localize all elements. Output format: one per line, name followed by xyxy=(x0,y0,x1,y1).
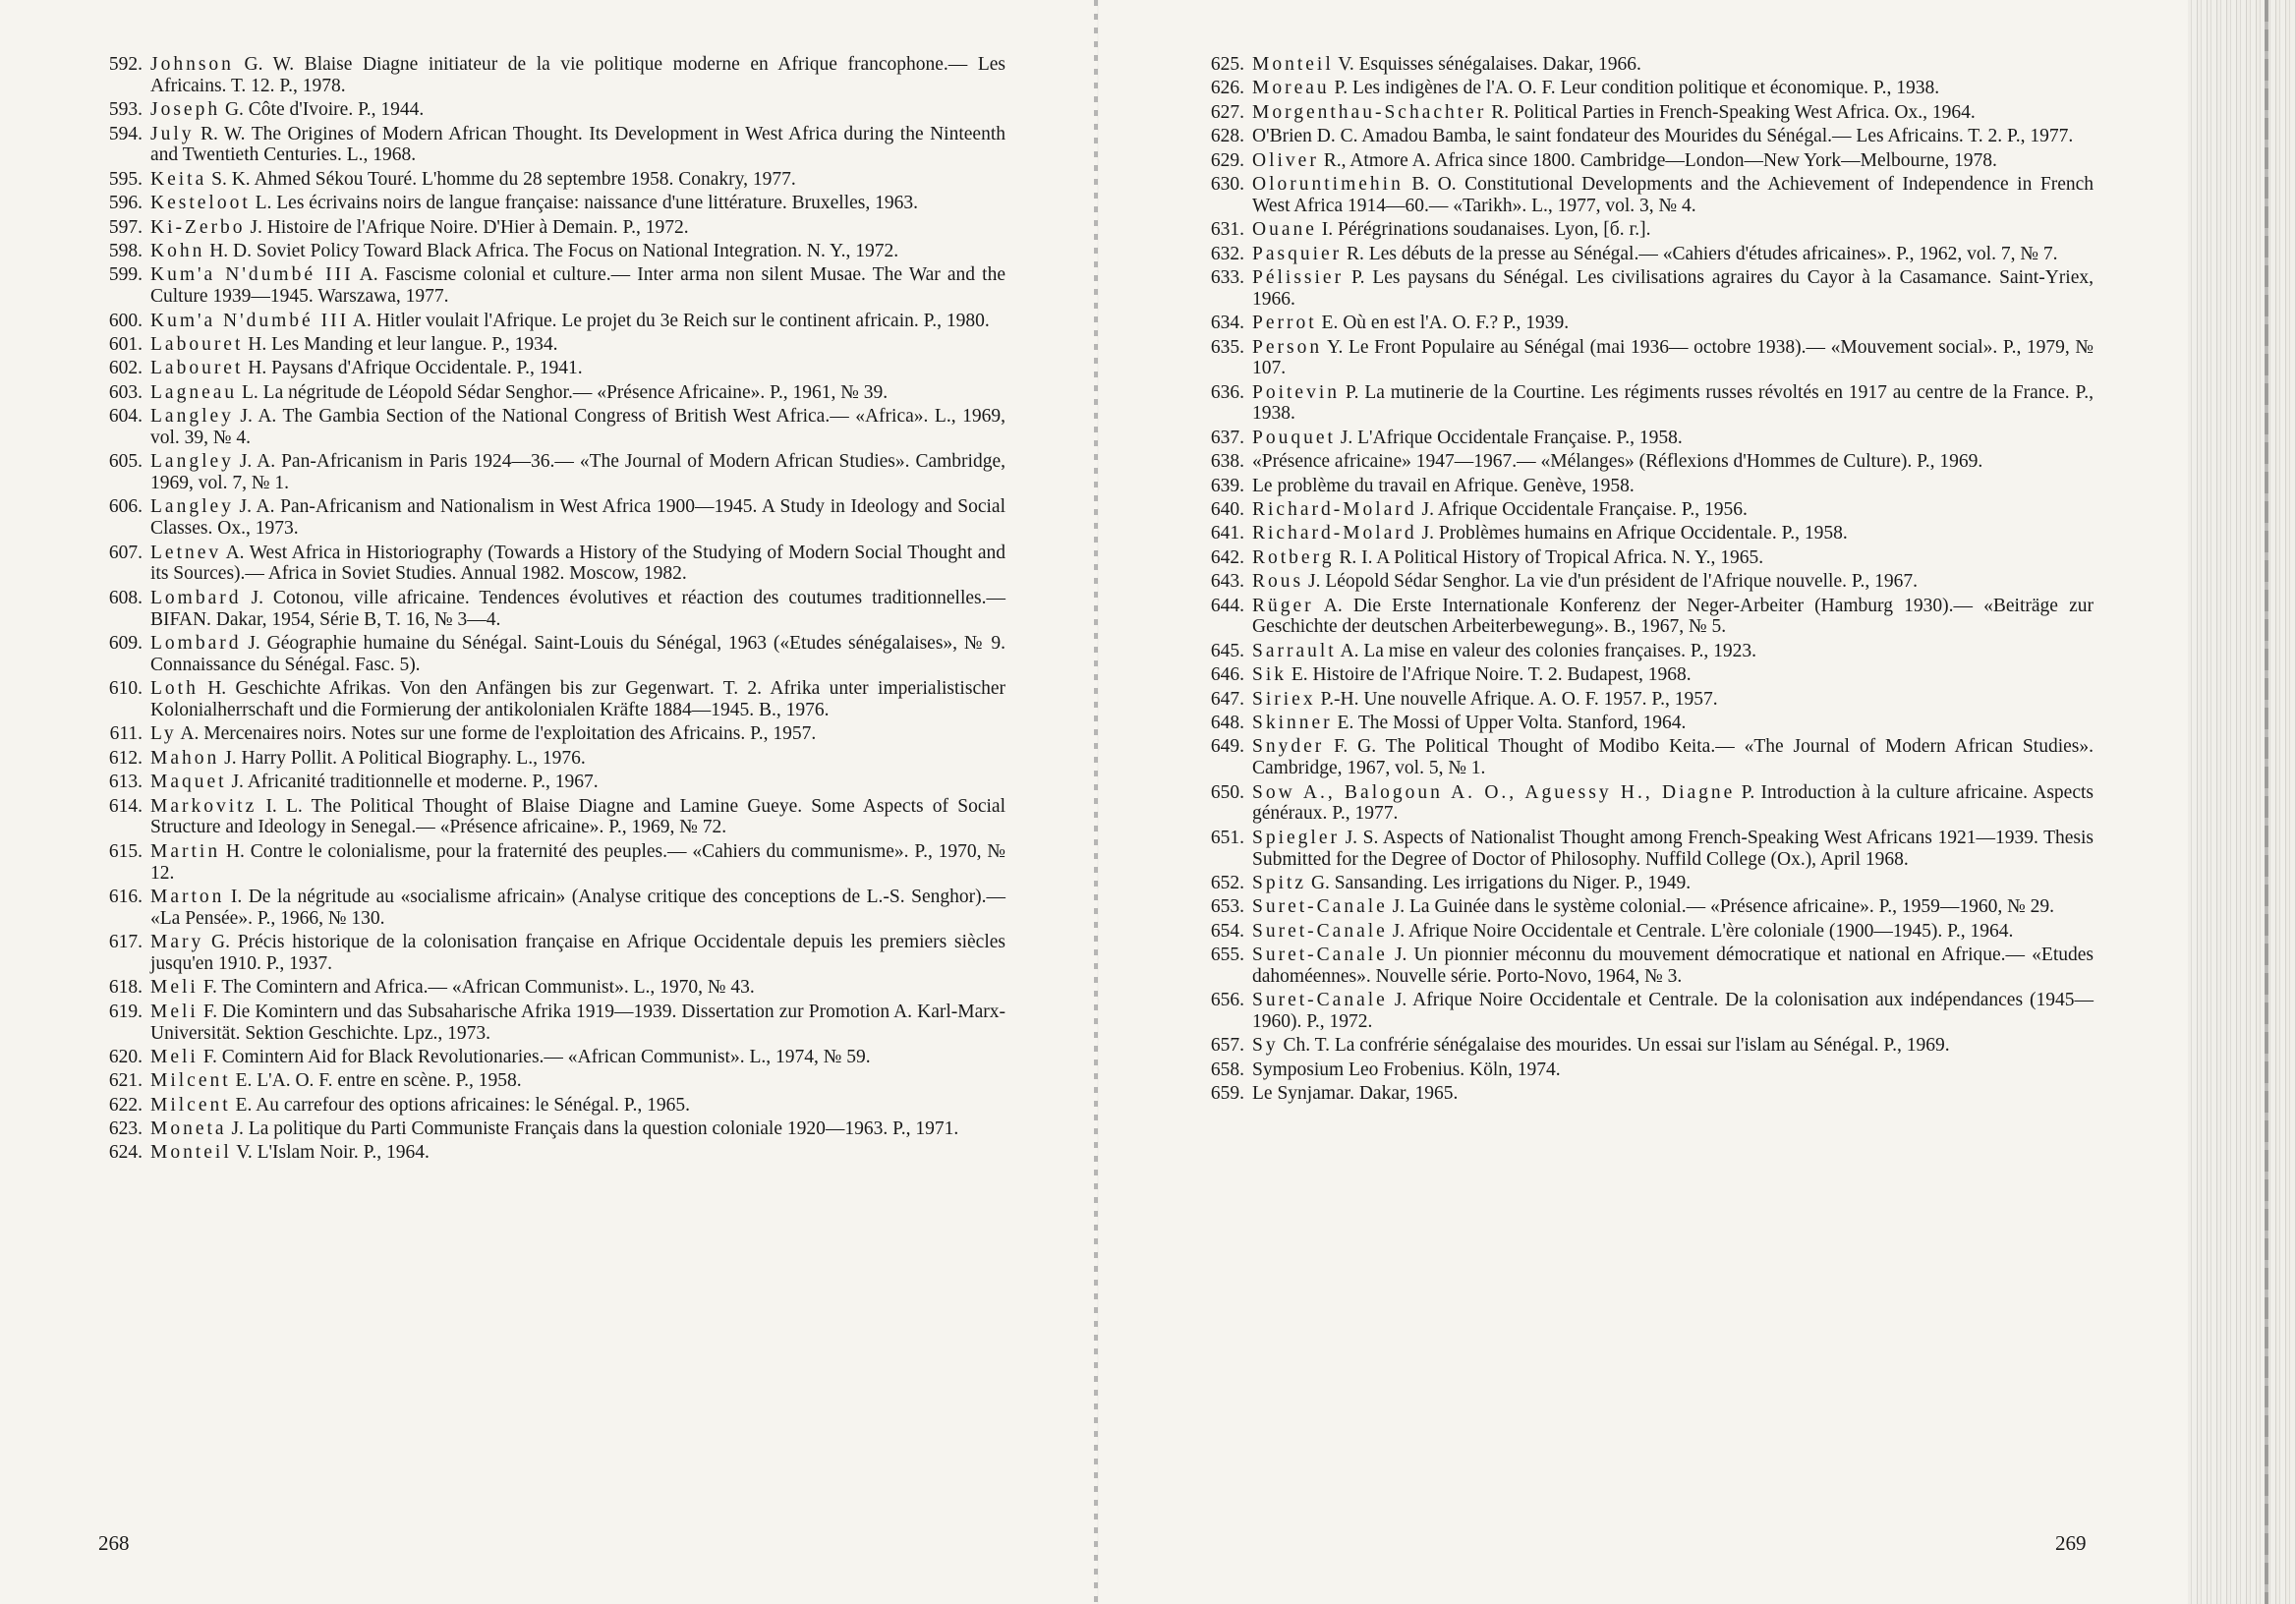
entry-number: 651. xyxy=(1210,827,1244,848)
bibliography-entry xyxy=(1203,267,2094,311)
entry-text: R. I. A Political History of Tropical Africa. N. Y., 1965. xyxy=(1334,546,1764,568)
entry-text: A. Die Erste Internationale Konferenz der Neger-Arbeiter (Hamburg 1930).— «Beiträge zur Geschichte der deutschen Arbeiterbewegung». B., 1967, № 5. xyxy=(1252,595,2094,638)
entry-author: Pasquier xyxy=(1252,243,1343,264)
entry-text: J. L'Afrique Occidentale Française. P., 1958. xyxy=(1335,427,1683,448)
entry-number: 641. xyxy=(1210,523,1244,544)
bibliography-entry xyxy=(1203,313,2094,334)
entry-author: Meli xyxy=(150,977,199,999)
bibliography-entry xyxy=(101,169,1005,191)
entry-text: R., Atmore A. Africa since 1800. Cambridge—London—New York—Melbourne, 1978. xyxy=(1318,149,1997,171)
bibliography-entry xyxy=(1203,641,2094,662)
entry-number: 593. xyxy=(108,99,143,121)
entry-author: Langley xyxy=(150,496,234,518)
entry-text: J. Géographie humaine du Sénégal. Saint-Louis du Sénégal, 1963 («Etudes sénégalaises», № 9. Connaissance du Sénégal. Fasc. 5). xyxy=(150,633,1005,675)
bibliography-entry xyxy=(1203,174,2094,217)
entry-author: Sarrault xyxy=(1252,640,1337,661)
entry-text: Le Synjamar. Dakar, 1965. xyxy=(1252,1083,1459,1105)
bibliography-entry xyxy=(101,54,1005,97)
bibliography-entry xyxy=(101,241,1005,262)
entry-text: A. Mercenaires noirs. Notes sur une forme de l'exploitation des Africains. P., 1957. xyxy=(176,723,817,745)
entry-text: P. Les indigènes de l'A. O. F. Leur condition politique et économique. P., 1938. xyxy=(1329,78,1940,99)
entry-number: 631. xyxy=(1210,219,1244,241)
entry-text: A. Fascisme colonial et culture.— Inter arma non silent Musae. The War and the Culture 1939—1945. Warszawa, 1977. xyxy=(150,264,1006,308)
entry-text: Symposium Leo Frobenius. Köln, 1974. xyxy=(1252,1059,1561,1080)
bibliography-entry xyxy=(1203,428,2094,449)
entry-author: Poitevin xyxy=(1252,381,1341,403)
bibliography-entry xyxy=(1203,1035,2094,1057)
bibliography-entry xyxy=(1203,990,2094,1033)
entry-author: Milcent xyxy=(150,1070,231,1092)
book-gutter xyxy=(1094,0,1098,1604)
entry-author: Oliver xyxy=(1252,149,1319,171)
entry-text: A. West Africa in Historiography (Towards a History of the Studying of Modern Social Thought and its Sources).— Africa in Soviet Studies. Annual 1982. Moscow, 1982. xyxy=(150,542,1005,585)
entry-author: Markovitz xyxy=(150,795,258,817)
entry-number: 610. xyxy=(108,678,143,700)
bibliography-entry xyxy=(1203,451,2094,473)
entry-number: 607. xyxy=(108,542,143,563)
entry-author: Rous xyxy=(1252,571,1304,593)
entry-author: Rotberg xyxy=(1252,546,1335,568)
entry-text: H. Paysans d'Afrique Occidentale. P., 1941. xyxy=(243,358,583,379)
bibliography-entry xyxy=(101,748,1005,770)
entry-text: P. Les paysans du Sénégal. Les civilisations agraires du Cayor à la Casamance. Saint-Yriex, 1966. xyxy=(1252,266,2094,310)
bibliography-entry xyxy=(1203,1083,2094,1105)
entry-number: 596. xyxy=(108,193,143,214)
entry-number: 643. xyxy=(1210,571,1244,593)
entry-author: Richard-Molard xyxy=(1252,523,1417,544)
entry-number: 656. xyxy=(1210,990,1244,1011)
entry-number: 648. xyxy=(1210,712,1244,733)
entry-author: July xyxy=(150,123,195,144)
bibliography-entry xyxy=(1203,523,2094,544)
entry-text: G. Sansanding. Les irrigations du Niger. P., 1949. xyxy=(1306,872,1692,893)
entry-number: 645. xyxy=(1210,640,1244,661)
entry-text: J. Cotonou, ville africaine. Tendences évolutives et réaction des coutumes traditionnelles.—BIFAN. Dakar, 1954, Série B, T. 16, № 3—4. xyxy=(150,587,1005,630)
entry-number: 644. xyxy=(1210,595,1244,616)
entry-text: V. L'Islam Noir. P., 1964. xyxy=(231,1142,430,1164)
entry-author: Kum'a N'dumbé III xyxy=(150,310,350,331)
entry-text: Ch. T. La confrérie sénégalaise des mourides. Un essai sur l'islam au Sénégal. P., 1969. xyxy=(1278,1035,1950,1057)
bibliography-entry xyxy=(101,588,1005,631)
bibliography-entry xyxy=(101,887,1005,930)
entry-text: J. Problèmes humains en Afrique Occidentale. P., 1958. xyxy=(1416,523,1848,544)
entry-number: 611. xyxy=(109,723,143,745)
page-number-right: 269 xyxy=(2055,1531,2087,1555)
entry-text: J. Harry Pollit. A Political Biography. L., 1976. xyxy=(219,747,586,769)
entry-author: Suret-Canale xyxy=(1252,990,1388,1011)
bibliography-entry xyxy=(1203,713,2094,734)
bibliography-entry xyxy=(101,977,1005,999)
entry-author: Langley xyxy=(150,451,234,473)
entry-author: Moneta xyxy=(150,1118,227,1140)
bibliography-entry xyxy=(101,1070,1005,1092)
entry-text: H. D. Soviet Policy Toward Black Africa. The Focus on National Integration. N. Y., 1972. xyxy=(204,240,899,261)
bibliography-entry xyxy=(101,796,1005,839)
entry-number: 602. xyxy=(108,358,143,379)
entry-author: Monteil xyxy=(1252,54,1334,75)
bibliography-entry xyxy=(101,406,1005,449)
entry-author: Perrot xyxy=(1252,313,1317,334)
bibliography-entry xyxy=(101,633,1005,676)
bibliography-entry xyxy=(101,932,1005,975)
entry-number: 655. xyxy=(1210,945,1244,966)
entry-author: Sik xyxy=(1252,664,1288,686)
entry-number: 658. xyxy=(1210,1059,1244,1080)
entry-number: 642. xyxy=(1210,546,1244,568)
entry-number: 635. xyxy=(1210,336,1244,358)
bibliography-entry xyxy=(101,217,1005,239)
entry-number: 615. xyxy=(108,840,143,862)
entry-number: 613. xyxy=(108,772,143,793)
bibliography-entry xyxy=(101,124,1005,167)
entry-text: J. Afrique Noire Occidentale et Centrale. De la colonisation aux indépendances (1945—1960). P., 1972. xyxy=(1252,990,2094,1033)
entry-text: «Présence africaine» 1947—1967.— «Mélanges» (Réflexions d'Hommes de Culture). P., 1969. xyxy=(1252,451,1983,473)
entry-number: 594. xyxy=(108,123,143,144)
entry-text: E. Où en est l'A. O. F.? P., 1939. xyxy=(1316,313,1570,334)
bibliography-entry xyxy=(1203,945,2094,988)
entry-text: J. Afrique Occidentale Française. P., 1956. xyxy=(1416,499,1748,521)
page-number-left: 268 xyxy=(98,1531,130,1555)
entry-author: Keita xyxy=(150,168,207,190)
entry-number: 604. xyxy=(108,406,143,428)
entry-text: J. Afrique Noire Occidentale et Centrale. L'ère coloniale (1900—1945). P., 1964. xyxy=(1387,920,2014,942)
entry-text: R. Political Parties in French-Speaking West Africa. Ox., 1964. xyxy=(1486,101,1976,123)
entry-text: F. The Comintern and Africa.— «African Communist». L., 1970, № 43. xyxy=(198,977,755,999)
bibliography-entry xyxy=(1203,921,2094,943)
bibliography-entry xyxy=(1203,219,2094,241)
bibliography-entry xyxy=(101,841,1005,885)
entry-text: J. La politique du Parti Communiste Français dans la question coloniale 1920—1963. P., 1971. xyxy=(226,1118,959,1140)
entry-number: 608. xyxy=(108,587,143,608)
entry-number: 650. xyxy=(1210,781,1244,803)
bibliography-entry xyxy=(1203,782,2094,826)
bibliography-entry xyxy=(101,1002,1005,1045)
entry-number: 636. xyxy=(1210,381,1244,403)
entry-author: Lombard xyxy=(150,633,242,655)
entry-text: R. Les débuts de la presse au Sénégal.— «Cahiers d'études africaines». P., 1962, vol. 7, № 7. xyxy=(1342,243,2058,264)
entry-number: 639. xyxy=(1210,475,1244,496)
entry-text: F. Die Komintern und das Subsaharische Afrika 1919—1939. Dissertation zur Promotion A. Karl-Marx-Universität. Sektion Geschichte. Lpz., 1973. xyxy=(150,1001,1005,1044)
entry-author: Kohn xyxy=(150,240,205,261)
entry-author: Mary xyxy=(150,932,204,953)
entry-number: 633. xyxy=(1210,266,1244,288)
entry-author: Sy xyxy=(1252,1035,1279,1057)
entry-author: Richard-Molard xyxy=(1252,499,1417,521)
bibliography-entry xyxy=(101,334,1005,356)
entry-text: I. Pérégrinations soudanaises. Lyon, [б. г.]. xyxy=(1316,219,1651,241)
entry-number: 632. xyxy=(1210,243,1244,264)
entry-number: 620. xyxy=(108,1046,143,1067)
entry-author: Oloruntimehin xyxy=(1252,173,1404,195)
entry-number: 624. xyxy=(108,1142,143,1164)
entry-text: A. Hitler voulait l'Afrique. Le projet du 3e Reich sur le continent africain. P., 1980. xyxy=(349,310,990,331)
entry-author: Sow A., Balogoun A. O., Aguessy H., Diagne xyxy=(1252,781,1736,803)
bibliography-entry xyxy=(1203,150,2094,172)
entry-number: 598. xyxy=(108,240,143,261)
bibliography-entry xyxy=(1203,689,2094,711)
entry-author: Marton xyxy=(150,886,225,907)
entry-author: Suret-Canale xyxy=(1252,896,1388,918)
entry-text: P.-H. Une nouvelle Afrique. A. O. F. 1957. P., 1957. xyxy=(1315,688,1718,710)
bibliography-entry xyxy=(1203,54,2094,76)
entry-author: Loth xyxy=(150,678,199,700)
entry-author: Martin xyxy=(150,840,221,862)
bibliography-entry xyxy=(101,723,1005,745)
entry-text: H. Contre le colonialisme, pour la fraternité des peuples.— «Cahiers du communisme». P., 1970, № 12. xyxy=(150,840,1005,884)
entry-text: P. La mutinerie de la Courtine. Les régiments russes révoltés en 1917 au centre de la France. P., 1938. xyxy=(1252,381,2094,425)
entry-number: 640. xyxy=(1210,499,1244,521)
entry-number: 614. xyxy=(108,795,143,817)
entry-text: R. W. The Origines of Modern African Thought. Its Development in West Africa during the Ninteenth and Twentieth Centuries. L., 1968. xyxy=(150,123,1005,166)
bibliography-entry xyxy=(101,543,1005,586)
entry-text: J. Histoire de l'Afrique Noire. D'Hier à Demain. P., 1972. xyxy=(245,216,689,238)
entry-number: 638. xyxy=(1210,451,1244,473)
entry-author: Ly xyxy=(150,723,177,745)
entry-text: J. Africanité traditionnelle et moderne. P., 1967. xyxy=(226,772,599,793)
entry-number: 616. xyxy=(108,886,143,907)
bibliography-entry xyxy=(101,358,1005,379)
bibliography-entry xyxy=(1203,596,2094,639)
entry-text: H. Les Manding et leur langue. P., 1934. xyxy=(243,333,558,355)
entry-number: 652. xyxy=(1210,872,1244,893)
bibliography-entry xyxy=(101,772,1005,793)
bibliography-entry xyxy=(1203,873,2094,894)
entry-text: J. Un pionnier méconnu du mouvement démocratique et national en Afrique.— «Etudes dahoméennes». Nouvelle série. Porto-Novo, 1964, № 3. xyxy=(1252,945,2094,987)
entry-text: Le problème du travail en Afrique. Genève, 1958. xyxy=(1252,475,1635,496)
bibliography-entry xyxy=(1203,1060,2094,1081)
entry-number: 623. xyxy=(108,1118,143,1140)
left-bibliography-column xyxy=(101,54,1005,1167)
entry-number: 605. xyxy=(108,451,143,473)
entry-author: Person xyxy=(1252,336,1323,358)
entry-number: 622. xyxy=(108,1094,143,1116)
entry-author: Lombard xyxy=(150,587,242,608)
entry-author: Kum'a N'dumbé III xyxy=(150,264,354,286)
entry-text: J. Léopold Sédar Senghor. La vie d'un président de l'Afrique nouvelle. P., 1967. xyxy=(1303,571,1919,593)
bibliography-entry xyxy=(101,311,1005,332)
entry-text: J. La Guinée dans le système colonial.— «Présence africaine». P., 1959—1960, № 29. xyxy=(1387,896,2054,918)
bibliography-entry xyxy=(101,1095,1005,1117)
bibliography-entry xyxy=(101,451,1005,494)
entry-text: J. S. Aspects of Nationalist Thought among French-Speaking West Africans 1921—1939. Thesis Submitted for the Degree of Doctor of Philosophy. Nuffild College (Ox.), April 1968. xyxy=(1252,827,2094,870)
entry-text: F. Comintern Aid for Black Revolutionaries.— «African Communist». L., 1974, № 59. xyxy=(198,1046,871,1067)
entry-author: Suret-Canale xyxy=(1252,945,1388,966)
bibliography-entry xyxy=(101,1142,1005,1164)
entry-number: 606. xyxy=(108,496,143,518)
entry-text: L. Les écrivains noirs de langue française: naissance d'une littérature. Bruxelles, 1963. xyxy=(250,193,919,214)
entry-author: Kesteloot xyxy=(150,193,251,214)
bibliography-entry xyxy=(101,193,1005,214)
entry-number: 647. xyxy=(1210,688,1244,710)
entry-author: Johnson xyxy=(150,54,234,75)
entry-text: E. L'A. O. F. entre en scène. P., 1958. xyxy=(230,1070,522,1092)
bibliography-entry xyxy=(1203,337,2094,380)
entry-text: I. De la négritude au «socialisme africain» (Analyse critique des conceptions de L.-S. Senghor).— «La Pensée». P., 1966, № 130. xyxy=(150,886,1005,929)
entry-text: E. The Mossi of Upper Volta. Stanford, 1964. xyxy=(1332,712,1687,733)
page-edge-stack xyxy=(2188,0,2296,1604)
entry-text: E. Histoire de l'Afrique Noire. T. 2. Budapest, 1968. xyxy=(1287,664,1692,686)
bibliography-entry xyxy=(101,496,1005,540)
entry-author: Spitz xyxy=(1252,872,1307,893)
entry-author: Rüger xyxy=(1252,595,1314,616)
entry-text: H. Geschichte Afrikas. Von den Anfängen bis zur Gegenwart. T. 2. Afrika unter imperialistischer Kolonialherrschaft und die Formierung der antikolonialen Kräfte 1884—1945. B., 1976. xyxy=(150,678,1005,720)
entry-number: 595. xyxy=(108,168,143,190)
entry-number: 592. xyxy=(108,54,143,75)
entry-author: Milcent xyxy=(150,1094,231,1116)
entry-number: 597. xyxy=(108,216,143,238)
entry-number: 621. xyxy=(108,1070,143,1092)
entry-author: Pouquet xyxy=(1252,427,1336,448)
entry-text: G. W. Blaise Diagne initiateur de la vie politique moderne en Afrique francophone.— Les Africains. T. 12. P., 1978. xyxy=(150,54,1005,96)
entry-text: J. A. Pan-Africanism and Nationalism in West Africa 1900—1945. A Study in Ideology and Social Classes. Ox., 1973. xyxy=(150,496,1005,540)
entry-author: Meli xyxy=(150,1001,199,1022)
entry-text: P. Introduction à la culture africaine. Aspects généraux. P., 1977. xyxy=(1252,781,2094,825)
bibliography-entry xyxy=(1203,571,2094,593)
entry-author: Mahon xyxy=(150,747,220,769)
bibliography-entry xyxy=(101,264,1005,308)
entry-author: Labouret xyxy=(150,358,244,379)
entry-number: 619. xyxy=(108,1001,143,1022)
entry-text: I. L. The Political Thought of Blaise Diagne and Lamine Gueye. Some Aspects of Social Structure and Ideology in Senegal.— «Présence africaine». P., 1969, № 72. xyxy=(150,795,1005,838)
entry-number: 634. xyxy=(1210,313,1244,334)
entry-author: Maquet xyxy=(150,772,227,793)
entry-number: 618. xyxy=(108,977,143,999)
entry-author: Pélissier xyxy=(1252,266,1345,288)
entry-text: O'Brien D. C. Amadou Bamba, le saint fondateur des Mourides du Sénégal.— Les Africains. T. 2. P., 1977. xyxy=(1252,126,2074,147)
entry-author: Lagneau xyxy=(150,381,238,403)
bibliography-entry xyxy=(1203,476,2094,497)
entry-number: 657. xyxy=(1210,1035,1244,1057)
bibliography-entry xyxy=(1203,828,2094,871)
entry-number: 637. xyxy=(1210,427,1244,448)
entry-number: 659. xyxy=(1210,1083,1244,1105)
entry-author: Ki-Zerbo xyxy=(150,216,246,238)
entry-number: 603. xyxy=(108,381,143,403)
bibliography-entry xyxy=(1203,102,2094,124)
entry-text: E. Au carrefour des options africaines: le Sénégal. P., 1965. xyxy=(230,1094,690,1116)
entry-text: V. Esquisses sénégalaises. Dakar, 1966. xyxy=(1333,54,1641,75)
entry-text: Y. Le Front Populaire au Sénégal (mai 1936— octobre 1938).— «Mouvement social». P., 1979, № 107. xyxy=(1252,336,2094,379)
entry-number: 626. xyxy=(1210,78,1244,99)
entry-number: 599. xyxy=(108,264,143,286)
entry-text: S. K. Ahmed Sékou Touré. L'homme du 28 septembre 1958. Conakry, 1977. xyxy=(206,168,796,190)
bibliography-entry xyxy=(1203,547,2094,569)
entry-text: L. La négritude de Léopold Sédar Senghor.— «Présence Africaine». P., 1961, № 39. xyxy=(237,381,889,403)
bibliography-entry xyxy=(101,99,1005,121)
entry-number: 600. xyxy=(108,310,143,331)
entry-text: G. Côte d'Ivoire. P., 1944. xyxy=(220,99,425,121)
entry-author: Langley xyxy=(150,406,234,428)
entry-text: J. A. The Gambia Section of the National Congress of British West Africa.— «Africa». L., 1969, vol. 39, № 4. xyxy=(150,406,1005,448)
bibliography-entry xyxy=(1203,78,2094,99)
entry-text: F. G. The Political Thought of Modibo Keita.— «The Journal of Modern African Studies». Cambridge, 1967, vol. 5, № 1. xyxy=(1252,736,2094,779)
entry-number: 628. xyxy=(1210,126,1244,147)
bibliography-entry xyxy=(101,1118,1005,1140)
entry-number: 630. xyxy=(1210,173,1244,195)
bibliography-entry xyxy=(1203,736,2094,779)
bibliography-entry xyxy=(101,1047,1005,1068)
bibliography-entry xyxy=(1203,126,2094,147)
entry-author: Letnev xyxy=(150,542,222,563)
entry-author: Labouret xyxy=(150,333,244,355)
entry-author: Siriex xyxy=(1252,688,1316,710)
entry-number: 629. xyxy=(1210,149,1244,171)
bibliography-entry xyxy=(1203,499,2094,521)
right-bibliography-column xyxy=(1203,54,2094,1108)
entry-number: 649. xyxy=(1210,736,1244,758)
entry-text: A. La mise en valeur des colonies françaises. P., 1923. xyxy=(1336,640,1757,661)
entry-author: Spiegler xyxy=(1252,827,1340,848)
entry-number: 646. xyxy=(1210,664,1244,686)
entry-number: 653. xyxy=(1210,896,1244,918)
entry-author: Ouane xyxy=(1252,219,1317,241)
entry-author: Skinner xyxy=(1252,712,1333,733)
entry-author: Meli xyxy=(150,1046,199,1067)
bibliography-entry xyxy=(1203,896,2094,918)
entry-author: Suret-Canale xyxy=(1252,920,1388,942)
entry-author: Moreau xyxy=(1252,78,1330,99)
entry-author: Joseph xyxy=(150,99,221,121)
entry-number: 627. xyxy=(1210,101,1244,123)
bibliography-entry xyxy=(101,382,1005,404)
entry-number: 625. xyxy=(1210,54,1244,75)
entry-author: Monteil xyxy=(150,1142,232,1164)
entry-number: 654. xyxy=(1210,920,1244,942)
entry-text: B. O. Constitutional Developments and the Achievement of Independence in French West Africa 1914—60.— «Tarikh». L., 1977, vol. 3, № 4. xyxy=(1252,173,2094,216)
entry-number: 609. xyxy=(108,633,143,655)
entry-author: Snyder xyxy=(1252,736,1325,758)
entry-author: Morgenthau-Schachter xyxy=(1252,101,1487,123)
entry-number: 601. xyxy=(108,333,143,355)
bibliography-entry xyxy=(101,678,1005,721)
entry-number: 617. xyxy=(108,932,143,953)
bibliography-entry xyxy=(1203,664,2094,686)
bibliography-entry xyxy=(1203,382,2094,426)
entry-text: G. Précis historique de la colonisation française en Afrique Occidentale depuis les premiers siècles jusqu'en 1910. P., 1937. xyxy=(150,932,1005,974)
entry-number: 612. xyxy=(108,747,143,769)
bibliography-entry xyxy=(1203,244,2094,265)
entry-text: J. A. Pan-Africanism in Paris 1924—36.— «The Journal of Modern African Studies». Cambridge, 1969, vol. 7, № 1. xyxy=(150,451,1005,494)
